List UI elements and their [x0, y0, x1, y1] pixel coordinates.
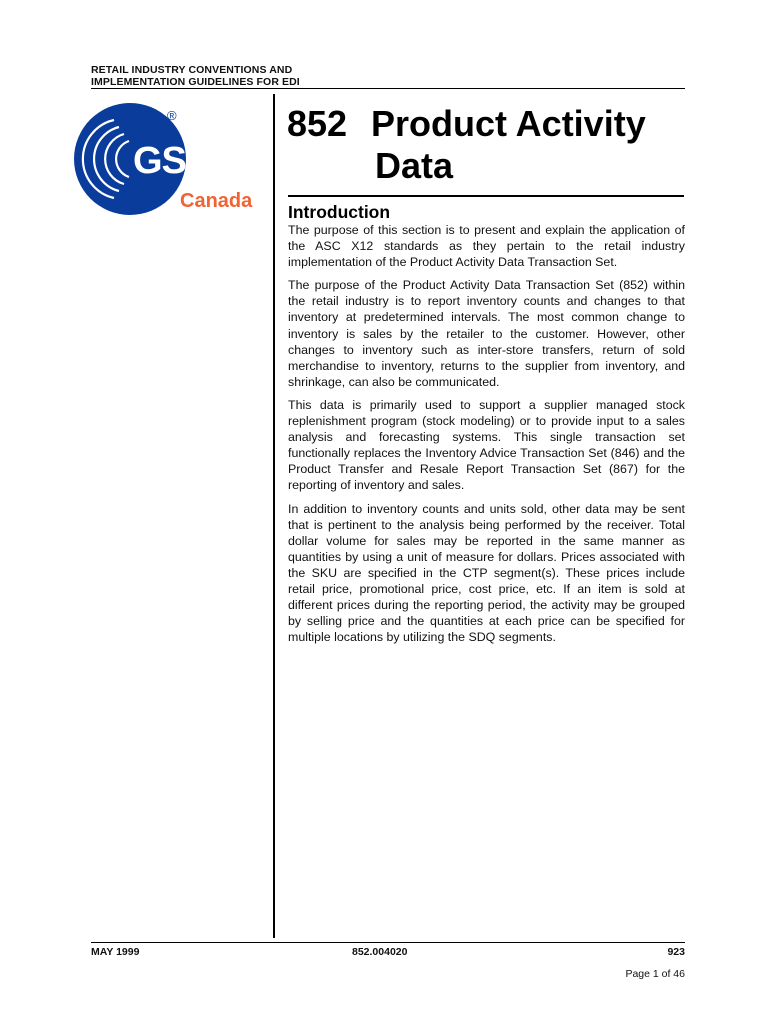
logo-gs1-text: GS1	[133, 140, 207, 182]
header-line-2: IMPLEMENTATION GUIDELINES FOR EDI	[91, 76, 300, 88]
running-header	[91, 64, 300, 88]
page-indicator: Page 1 of 46	[625, 968, 685, 980]
header-rule	[91, 88, 685, 89]
header-line-1: RETAIL INDUSTRY CONVENTIONS AND	[91, 64, 293, 76]
section-heading: Introduction	[288, 202, 391, 222]
logo-registered-mark: ®	[167, 108, 177, 123]
paragraph: The purpose of the Product Activity Data Transaction Set (852) within the retail industry is to report inventory counts and changes to that inventory at predetermined intervals. The most common change to inventory is sales by the retailer to the customer. However, other changes to inventory such as inter-store transfers, return of sold merchandise to inventory, returns to the supplier from inventory, and shrinkage, can also be communicated.	[288, 278, 685, 389]
footer-page-number: 923	[667, 946, 685, 958]
title-line-2: Data	[375, 145, 454, 186]
vertical-rule	[273, 94, 275, 938]
logo-canada-text: Canada	[180, 190, 253, 212]
introduction-body	[288, 222, 685, 652]
footer-rule	[91, 942, 685, 943]
transaction-set-number: 852	[287, 103, 348, 144]
title-rule	[288, 195, 684, 197]
document-title	[287, 103, 646, 187]
footer-code: 852.004020	[352, 946, 408, 958]
paragraph: In addition to inventory counts and units sold, other data may be sent that is pertinent to the analysis being performed by the receiver. Total dollar volume for sales may be reported in the same manner as quantities by using a unit of measure for dollars. Prices associated with the SKU are specified in the CTP segment(s). These prices include retail price, promotional price, cost price, etc. If an item is sold at different prices during the reporting period, the activity may be grouped by selling price and the quantities at each price can be specified for multiple locations by utilizing the SDQ segments.	[288, 501, 685, 645]
footer-date: MAY 1999	[91, 946, 140, 958]
paragraph: The purpose of this section is to present and explain the application of the ASC X12 standards as they pertain to the retail industry implementation of the Product Activity Data Transaction Set.	[288, 223, 685, 270]
paragraph: This data is primarily used to support a supplier managed stock replenishment program (stock modeling) or to provide input to a sales analysis and forecasting systems. This single transaction set functionally replaces the Inventory Advice Transaction Set (846) and the Product Transfer and Resale Report Transaction Set (867) for the reporting of inventory and sales.	[288, 397, 685, 493]
gs1-canada-logo	[70, 100, 266, 218]
title-line-1: Product Activity	[371, 103, 646, 144]
